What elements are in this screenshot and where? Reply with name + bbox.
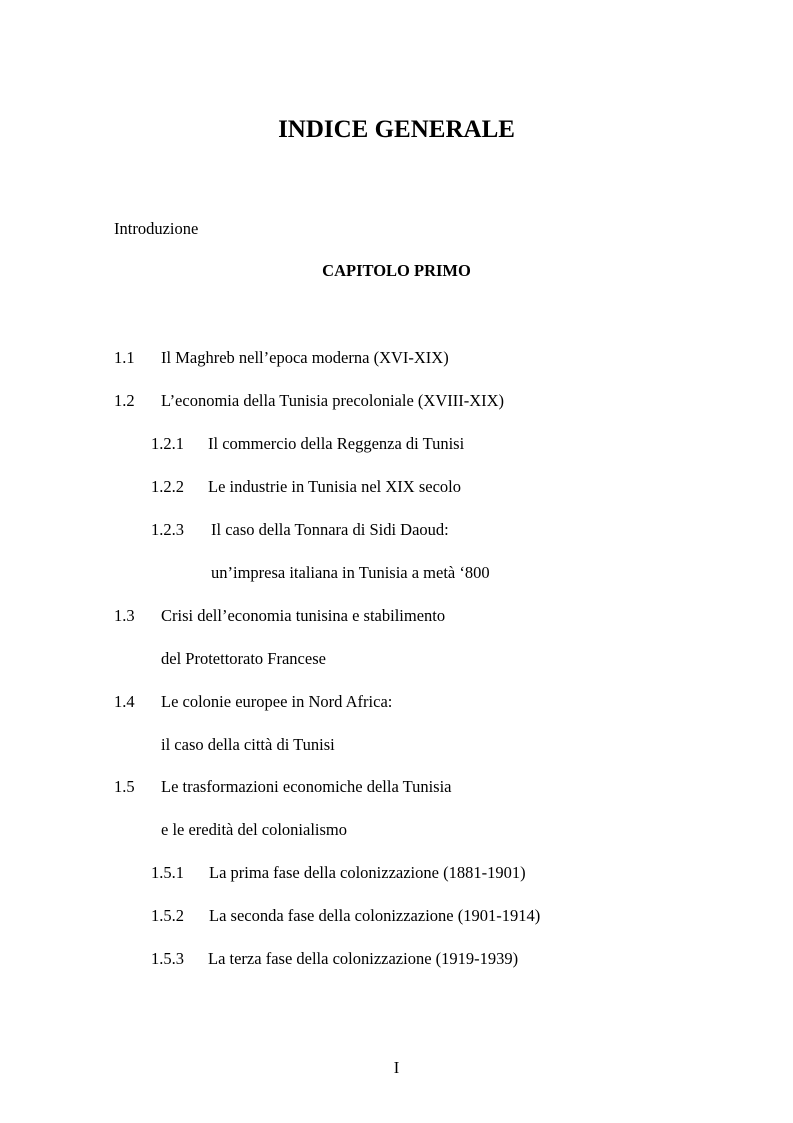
toc-entry-text: Le industrie in Tunisia nel XIX secolo [208, 477, 461, 496]
toc-entry-text: Il Maghreb nell’epoca moderna (XVI-XIX) [161, 348, 449, 367]
toc-introduction: Introduzione [114, 219, 199, 238]
toc-entry-text: Crisi dell’economia tunisina e stabilimento [161, 606, 446, 625]
toc-entry-text: La prima fase della colonizzazione (1881-1901) [209, 863, 526, 882]
toc-entry-continuation: e le eredità del colonialismo [161, 820, 348, 839]
page-number: I [393, 1058, 400, 1077]
toc-entry-number: 1.2.1 [151, 434, 184, 453]
chapter-heading: CAPITOLO PRIMO [322, 261, 471, 280]
toc-entry-number: 1.2.3 [151, 520, 184, 539]
toc-entry-text: La seconda fase della colonizzazione (1901-1914) [209, 906, 541, 925]
toc-entry-number: 1.5 [114, 777, 135, 796]
toc-entry-number: 1.5.3 [151, 949, 184, 968]
toc-entry-number: 1.3 [114, 606, 135, 625]
toc-entry-text: L’economia della Tunisia precoloniale (XVIII-XIX) [161, 391, 505, 410]
toc-entry-number: 1.5.2 [151, 906, 184, 925]
toc-entry-text: Le colonie europee in Nord Africa: [161, 692, 393, 711]
toc-entry-continuation: del Protettorato Francese [161, 649, 326, 668]
toc-entry-number: 1.5.1 [151, 863, 184, 882]
toc-entry-number: 1.1 [114, 348, 135, 367]
toc-entry-text: Il caso della Tonnara di Sidi Daoud: [211, 520, 449, 539]
toc-entry-continuation: il caso della città di Tunisi [161, 735, 335, 754]
toc-entry-text: Il commercio della Reggenza di Tunisi [208, 434, 465, 453]
toc-entry-text: Le trasformazioni economiche della Tunisia [161, 777, 452, 796]
toc-entry-number: 1.2.2 [151, 477, 184, 496]
toc-entry-text: La terza fase della colonizzazione (1919-1939) [208, 949, 519, 968]
page-title: INDICE GENERALE [278, 116, 515, 143]
toc-entry-continuation: un’impresa italiana in Tunisia a metà ‘800 [211, 563, 490, 582]
toc-entry-number: 1.4 [114, 692, 135, 711]
toc-entry-number: 1.2 [114, 391, 135, 410]
